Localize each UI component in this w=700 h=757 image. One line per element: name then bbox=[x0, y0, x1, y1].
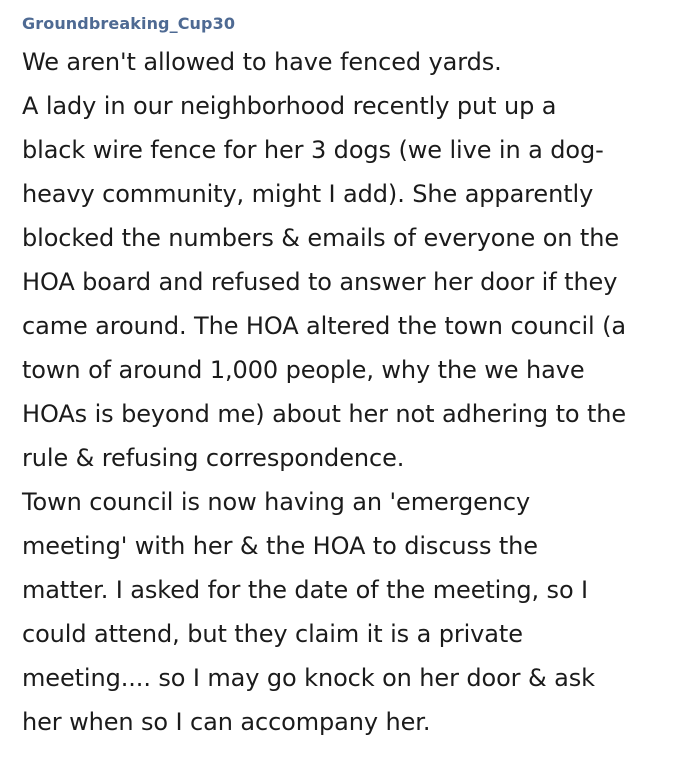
comment-line: We aren't allowed to have fenced yards. bbox=[22, 48, 502, 76]
comment-username[interactable]: Groundbreaking_Cup30 bbox=[22, 14, 236, 33]
comment-line: matter. I asked for the date of the meeting, so I bbox=[22, 576, 589, 604]
comment-line: blocked the numbers & emails of everyone on the bbox=[22, 224, 619, 252]
comment-line: came around. The HOA altered the town council (a bbox=[22, 312, 626, 340]
comment-line: HOA board and refused to answer her door if they bbox=[22, 268, 618, 296]
comment-line: HOAs is beyond me) about her not adhering to the bbox=[22, 400, 627, 428]
comment-line: Town council is now having an 'emergency bbox=[22, 488, 531, 516]
comment-line: rule & refusing correspondence. bbox=[22, 444, 405, 472]
comment-line: A lady in our neighborhood recently put up a bbox=[22, 92, 557, 120]
comment-line: her when so I can accompany her. bbox=[22, 708, 431, 736]
comment-body bbox=[22, 40, 686, 744]
comment-line: black wire fence for her 3 dogs (we live in a dog- bbox=[22, 136, 604, 164]
comment-line: town of around 1,000 people, why the we have bbox=[22, 356, 585, 384]
comment-line: could attend, but they claim it is a private bbox=[22, 620, 523, 648]
comment-line: heavy community, might I add). She apparently bbox=[22, 180, 594, 208]
comment-line: meeting.... so I may go knock on her door & ask bbox=[22, 664, 595, 692]
comment-line: meeting' with her & the HOA to discuss the bbox=[22, 532, 538, 560]
